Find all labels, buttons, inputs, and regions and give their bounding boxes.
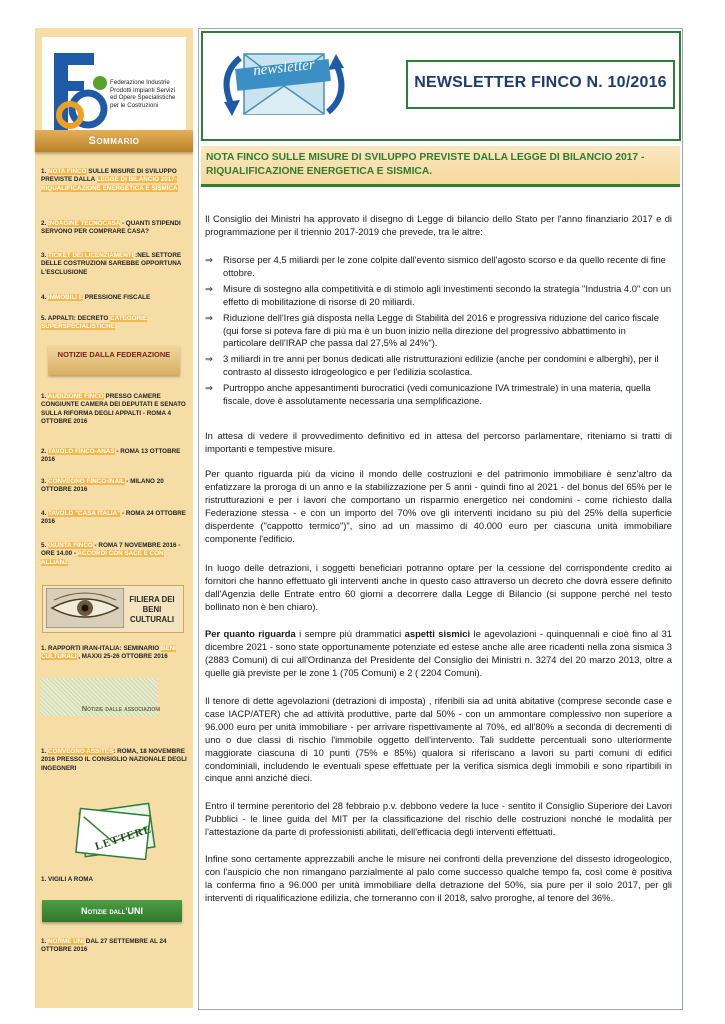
federazione-item-4[interactable] bbox=[41, 510, 191, 527]
item-text: APPALTI: DECRETO bbox=[46, 315, 111, 322]
bold-lead: Per quanto riguarda bbox=[205, 628, 296, 639]
item-highlight: INDAGINE TECNOCASA bbox=[48, 220, 121, 227]
article-title: NOTA FINCO SULLE MISURE DI SVILUPPO PREVISTE DALLA LEGGE DI BILANCIO 2017 - RIQUALIFICAZIONE ENERGETICA E SISMICA. bbox=[206, 152, 645, 177]
bullet-text: Misure di sostegno alla competitività e di stimolo agli investimenti secondo la strategia "Industria 4.0" con un effetto di mobilitazione di risorse di 20 miliardi. bbox=[223, 282, 672, 307]
federazione-item-5[interactable] bbox=[41, 542, 191, 567]
paragraph-text: le agevolazioni - quinquennali e cioè fino al 31 dicembre 2021 - sono state opportunamente potenziate ed estese anche alle aree ricadenti nella zona sismica 3 (2883 Comuni) di cui all'Ordinanza del Presidente del Consiglio dei Ministri n. 3274 del 20 marzo 2013, oltre a quelle già previste per le zone 1 (705 Comuni) e 2 ( 2204 Comuni). bbox=[205, 628, 672, 678]
item-highlight: GIUNTA FINCO bbox=[48, 542, 93, 549]
item-highlight: CATEGORIE SUPERSPECIALISTICHE bbox=[41, 315, 148, 331]
uni-item-1[interactable] bbox=[41, 938, 191, 955]
item-highlight: TAVOLO FINCO-ANAS bbox=[48, 448, 115, 455]
beni-culturali-title: FILIERA DEI BENI CULTURALI bbox=[129, 595, 175, 624]
newsletter-envelope-icon bbox=[210, 36, 358, 134]
federazione-item-1[interactable] bbox=[41, 393, 191, 426]
bullet-item bbox=[205, 283, 672, 309]
bullet-item bbox=[205, 382, 672, 408]
item-number: 3. bbox=[41, 478, 47, 485]
logo-line: Federazione Industrie bbox=[110, 79, 170, 86]
item-number: 3. bbox=[41, 252, 47, 259]
item-number: 1. bbox=[41, 645, 47, 652]
logo-line: Prodotti Impianti Servizi bbox=[110, 86, 175, 94]
double-arrow-icon: ⇒ bbox=[205, 353, 213, 365]
uni-header: Notizie dall'UNI bbox=[42, 900, 182, 922]
item-text: , MAXXI 25-26 OTTOBRE 2016 bbox=[76, 653, 168, 661]
article-paragraph-6: Entro il termine perentorio del 28 febbraio p.v. debbono vedere la luce - sentito il Consiglio Superiore dei Lavori Pubblici - le linee guida del MIT per la classificazione del rischio delle costruzioni nonché le modalità per l'attestazione da parte di professionisti abilitati, dell'efficacia degli interventi effettuati. bbox=[205, 800, 672, 837]
federazione-item-2[interactable] bbox=[41, 448, 191, 465]
item-number: 5. bbox=[41, 315, 47, 322]
sommario-item-4[interactable] bbox=[41, 294, 191, 302]
beni-item-1[interactable] bbox=[41, 645, 191, 662]
sommario-header: Sommario bbox=[35, 130, 193, 152]
item-number: 1. bbox=[41, 876, 47, 883]
double-arrow-icon: ⇒ bbox=[205, 311, 213, 323]
bold-phrase: aspetti sismici bbox=[404, 628, 471, 639]
double-arrow-icon: ⇒ bbox=[205, 254, 213, 265]
bullet-item bbox=[205, 254, 672, 280]
newsletter-title: NEWSLETTER FINCO N. 10/2016 bbox=[414, 74, 667, 91]
item-text: - ROMA 7 NOVEMBRE 2016 - ORE 14.00 - bbox=[41, 542, 181, 558]
item-text: : ROMA, 18 NOVEMBRE 2016 PRESSO IL CONSIGLIO NAZIONALE DEGLI INGEGNERI bbox=[41, 748, 187, 772]
paragraph-text: i sempre più drammatici bbox=[295, 628, 405, 639]
item-number: 1. bbox=[41, 168, 47, 175]
item-highlight: CONVEGNO ASSITES bbox=[48, 748, 114, 755]
item-highlight: TICKET DEI LICENZIAMENTI bbox=[48, 252, 134, 259]
lettere-item-1[interactable] bbox=[41, 876, 191, 884]
item-highlight: LEGGE DI BILANCIO 2017- RIQUALIFICAZIONE ENERGETICA E SISMICA bbox=[41, 176, 178, 192]
item-number: 1. bbox=[41, 393, 47, 400]
double-arrow-icon: ⇒ bbox=[205, 282, 213, 294]
logo-line: per le Costruzioni bbox=[110, 101, 159, 109]
bullet-item bbox=[205, 353, 672, 379]
article-paragraph-2: Per quanto riguarda più da vicino il mondo delle costruzioni e del patrimonio immobiliare è senz'altro da enfatizzare la proroga di un anno e la stabilizzazione per 5 anni - quindi fino al 2021 - del bonus del 65% per le ristrutturazioni e per i lavori che comportano un risparmio energetico nei condomini - come richiesto dalla Federazione stessa - e con un importo del 70% ove gli interventi incidano su più del 25% della superficie disperdente ("cappotto termico")", sino ad un massimo di 40.000 euro per ciascuna unità immobiliare componente l'edificio. bbox=[205, 468, 672, 544]
item-text: - ROMA 24 OTTOBRE 2016 bbox=[41, 510, 186, 526]
newsletter-title-box bbox=[406, 60, 675, 109]
bullet-text: 3 miliardi in tre anni per bonus dedicati alle ristrutturazioni edilizie (anche per condomini e alberghi), per il contrasto al dissesto idrogeologico e per l'edilizia scolastica. bbox=[223, 353, 659, 378]
double-arrow-icon: ⇒ bbox=[205, 382, 213, 394]
sommario-item-3[interactable] bbox=[41, 252, 191, 277]
article-paragraph-4 bbox=[205, 628, 672, 680]
associazioni-header: Notizie dalle associazioni bbox=[81, 704, 161, 713]
item-text: SULLE MISURE DI SVILUPPO PREVISTE DALLA bbox=[41, 168, 177, 184]
article-intro: Il Consiglio dei Ministri ha approvato il disegno di Legge di bilancio dello Stato per l'anno finanziario 2017 e di programmazione per il triennio 2017-2019 che prevede, tra le altre: bbox=[205, 213, 672, 237]
sommario-item-1[interactable] bbox=[41, 168, 191, 193]
eye-artwork-icon bbox=[46, 588, 124, 628]
federazione-header: NOTIZIE DALLA FEDERAZIONE bbox=[48, 345, 180, 375]
item-highlight: NORME UNI bbox=[48, 938, 85, 945]
logo-line: ed Opere Specialistiche bbox=[110, 94, 176, 102]
item-text: - QUANTI STIPENDI SERVONO PER COMPRARE CASA? bbox=[41, 220, 181, 236]
item-number: 4. bbox=[41, 510, 47, 517]
bullet-text: Riduzione dell'Ires già disposta nella Legge di Stabilità del 2016 e progressiva riduzione del carico fiscale (qui forse si poteva fare di più ma è un buon inizio nella direzione del progressivo abbattimento in particolare dell'IRAP che passa dal 27,5% al 24%"). bbox=[223, 311, 659, 349]
article-paragraph-5: Il tenore di dette agevolazioni (detrazioni di imposta) , riferibili sia ad unità abitative (comprese seconde case e case IACP/ATER) che ad attività produttive, parte dal 50% - con un ammontare complessivo non superiore a 96.000 euro per unità immobiliare - per arrivare rispettivamente al 70%, ed all'80% a seconda di decrementi di uno o due classi di rischio l'immobile oggetto dell'intervento. Tali suddette percentuali sono ulteriormente maggiorate ciascuna di 10 punti (75% e 85%) qualora si riferiscano a lavori su parti comuni di edifici condominiali, includendo le eventuali spese effettuate per la verifica sismica degli immobili e sono ripartibili in cinque anni anziché dieci. bbox=[205, 695, 672, 784]
bullet-text: Risorse per 4,5 miliardi per le zone colpite dall'evento sismico dell'agosto scorso e da quello recente di fine ottobre. bbox=[223, 254, 666, 278]
item-number: 2. bbox=[41, 220, 47, 227]
item-text: - MILANO 20 OTTOBRE 2016 bbox=[41, 478, 164, 494]
item-text: VIGILI A ROMA bbox=[48, 876, 94, 883]
envelope-word: newsletter bbox=[252, 56, 316, 80]
item-highlight: AUDIZIONE FINCO bbox=[47, 393, 104, 400]
item-text: :NEL SETTORE DELLE COSTRUZIONI SAREBBE OPPORTUNA L'ESCLUSIONE bbox=[41, 252, 182, 276]
bullet-item bbox=[205, 312, 672, 351]
article-paragraph-7: Infine sono certamente apprezzabili anche le misure nei confronti della prevenzione del dissesto idrogeologico, con l'auspicio che non rimangano parzialmente al palo come successo qualche tempo fa, così come è positiva la conferma fino a 96.000 per unità immobiliare della detrazione del 50%, sia pure per il solo 2017, per gli interventi di riqualificazione edilizia, che torneranno con il 2018, salvo proroghe, al tenore del 36%. bbox=[205, 853, 672, 903]
sommario-item-2[interactable] bbox=[41, 220, 191, 237]
article-paragraph-3: In luogo delle detrazioni, i soggetti beneficiari potranno optare per la cessione del corrispondente credito ai fornitori che hanno effettuato gli interventi anche in questo caso attraverso un decreto che dovrà essere definito dall'Agenzia delle Entrate entro 60 giorni a decorrere dalla Legge di Bilancio (si suppone perché nel testo bollinato non è ben chiaro). bbox=[205, 562, 672, 612]
item-highlight: NOTA FINCO bbox=[48, 168, 87, 175]
item-text: DAL 27 SETTEMBRE AL 24 OTTOBRE 2016 bbox=[41, 938, 167, 954]
item-highlight: BENI CULTURALI bbox=[41, 645, 176, 661]
item-text: PRESSO CAMERE CONGIUNTE CAMERA DEI DEPUTATI E SENATO SULLA RIFORMA DEGLI APPALTI - ROMA 4 OTTOBRE 2016 bbox=[41, 393, 186, 425]
item-number: 5. bbox=[41, 542, 47, 549]
federazione-item-3[interactable] bbox=[41, 478, 191, 495]
article-title-bar bbox=[201, 146, 680, 187]
item-number: 2. bbox=[41, 448, 47, 455]
item-text: PRESSIONE FISCALE bbox=[83, 294, 151, 301]
item-number: 1. bbox=[41, 748, 47, 755]
letters-label: LETTERE bbox=[93, 823, 154, 853]
article-bullet-list bbox=[205, 254, 672, 411]
finco-logo-mark bbox=[50, 49, 108, 135]
item-text: - ROMA 13 OTTOBRE 2016 bbox=[41, 448, 181, 464]
item-highlight: ACCORDI CON SACE E CON ALLIANZ bbox=[41, 550, 164, 566]
bullet-text: Purtroppo anche appesantimenti burocratici (vedi comunicazione IVA trimestrale) in una materia, quella fiscale, dove è assolutamente necessaria una semplificazione. bbox=[223, 382, 651, 407]
item-highlight: TAVOLO "CASA ITALIA" bbox=[48, 510, 121, 517]
item-number: 1. bbox=[41, 938, 47, 945]
article-paragraph-1: In attesa di vedere il provvedimento definitivo ed in attesa del percorso parlamentare, riteniamo si tratti di importanti e tempestive misure. bbox=[205, 430, 672, 454]
associazioni-item-1[interactable] bbox=[41, 748, 191, 773]
item-number: 4. bbox=[41, 294, 47, 301]
item-text: RAPPORTI IRAN-ITALIA: SEMINARIO bbox=[48, 645, 161, 652]
logo-caption bbox=[110, 79, 184, 109]
item-highlight: CONVEGNO FINCO-INAIL bbox=[48, 478, 125, 485]
item-highlight: IMMOBILI E bbox=[48, 294, 83, 301]
sommario-item-5[interactable] bbox=[41, 315, 191, 332]
